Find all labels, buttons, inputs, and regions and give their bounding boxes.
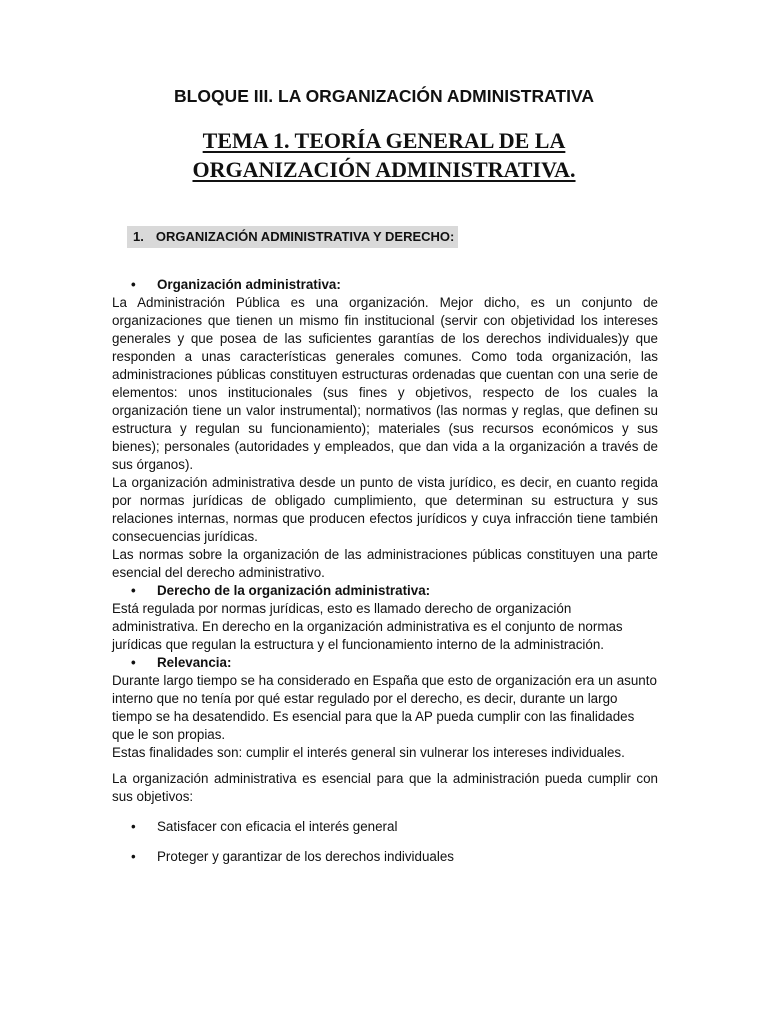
bullet-heading	[112, 654, 658, 672]
paragraph: Estas finalidades son: cumplir el interés general sin vulnerar los intereses individuales.	[112, 745, 625, 760]
section-number: 1.	[133, 229, 144, 244]
bullet-heading-text: Relevancia:	[157, 655, 232, 670]
paragraph: La organización administrativa desde un punto de vista jurídico, es decir, en cuanto regida por normas jurídicas de obligado cumplimiento, que determinan su estructura y sus relaciones internas, normas que producen efectos jurídicos y cuya infracción tiene también consecuencias jurídicas.	[112, 475, 658, 544]
paragraph: La Administración Pública es una organización. Mejor dicho, es un conjunto de organizaciones que tienen un mismo fin institucional (servir con objetividad los intereses generales y que posea de las suficientes garantías de los derechos individuales)y que responden a unas características generales comunes. Como toda organización, las administraciones públicas constituyen estructuras ordenadas que cuentan con una serie de elementos: unos institucionales (sus fines y objetivos, respecto de los cuales la organización tiene un valor instrumental); normativos (las normas y reglas, que definen su estructura y regulan su funcionamiento); materiales (sus recursos económicos y sus bienes); personales (autoridades y empleados, que dan vida a la organización a través de sus órganos).	[112, 295, 658, 472]
section-heading	[127, 226, 458, 248]
bullet-dot: •	[131, 849, 136, 864]
list-item	[112, 818, 658, 836]
list-item-text: Satisfacer con eficacia el interés general	[157, 819, 398, 834]
bullet-heading-text: Derecho de la organización administrativa:	[157, 583, 431, 598]
list-item-text: Proteger y garantizar de los derechos individuales	[157, 849, 454, 864]
bullet-dot: •	[131, 277, 136, 292]
bullet-dot: •	[131, 655, 136, 670]
topic-title-line-2: ORGANIZACIÓN ADMINISTRATIVA.	[192, 157, 576, 182]
document-body	[112, 276, 658, 866]
topic-title-line-1: TEMA 1. TEORÍA GENERAL DE LA	[202, 128, 566, 153]
bullet-heading	[112, 582, 658, 600]
bullet-dot: •	[131, 583, 136, 598]
topic-title	[0, 126, 768, 184]
bullet-dot: •	[131, 819, 136, 834]
section-title: ORGANIZACIÓN ADMINISTRATIVA Y DERECHO:	[155, 229, 455, 244]
paragraph: Las normas sobre la organización de las administraciones públicas constituyen una parte esencial del derecho administrativo.	[112, 547, 658, 580]
paragraph: Durante largo tiempo se ha considerado en España que esto de organización era un asunto interno que no tenía por qué estar regulado por el derecho, es decir, durante un largo tiempo se ha desatendido. Es esencial para que la AP pueda cumplir con las finalidades que le son propias.	[112, 673, 657, 742]
block-title: BLOQUE III. LA ORGANIZACIÓN ADMINISTRATIVA	[174, 86, 594, 106]
paragraph: La organización administrativa es esencial para que la administración pueda cumplir con sus objetivos:	[112, 771, 658, 804]
bullet-heading	[112, 276, 658, 294]
list-item	[112, 848, 658, 866]
paragraph: Está regulada por normas jurídicas, esto es llamado derecho de organización administrativa. En derecho en la organización administrativa es el conjunto de normas jurídicas que regulan la estructura y el funcionamiento interno de la administración.	[112, 601, 623, 652]
bullet-heading-text: Organización administrativa:	[157, 277, 341, 292]
